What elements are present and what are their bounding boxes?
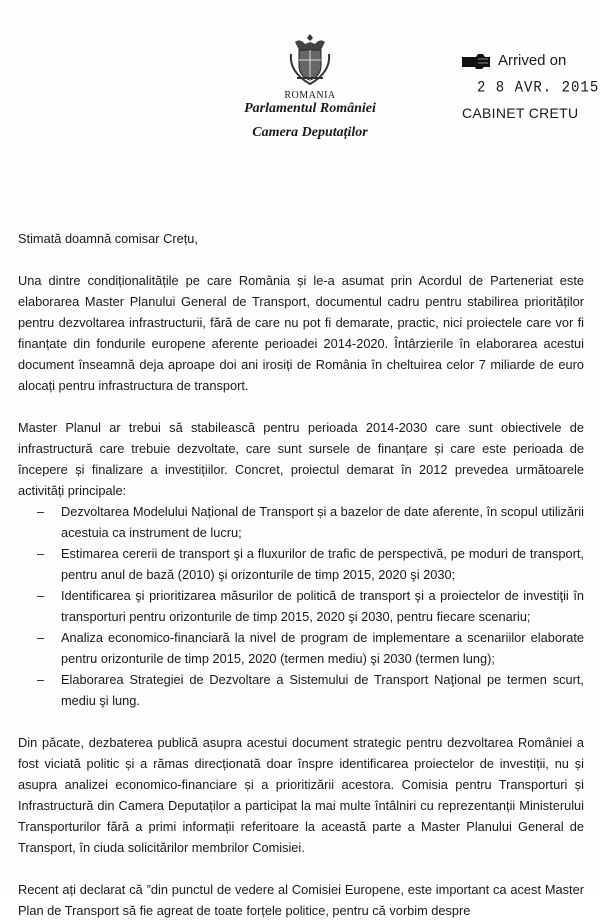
paragraph-1: Una dintre condiționalitățile pe care România și le-a asumat prin Acordul de Parteneriat este elaborarea Master Planului General de Transport, documentul cadru pentru stabilirea priorităților pentru dezvoltarea infrastructurii, fără de care nu pot fi demarate, practic, nici proiectele care vor fi finanțate din fondurile europene aferente perioadei 2014-2020. Întârzierile în elaborarea acestui document înseamnă deja aproape doi ani irosiți de România în cheltuirea celor 7 miliarde de euro alocați pentru infrastructura de transport.: [18, 273, 584, 393]
arrival-stamp: [462, 52, 600, 121]
list-item: – Elaborarea Strategiei de Dezvoltare a Sistemului de Transport Naţional pe termen scurt, mediu şi lung.: [18, 669, 584, 711]
pointing-hand-icon: [462, 53, 492, 69]
arrived-label: Arrived on: [498, 52, 567, 69]
list-item: – Analiza economico-financiară la nivel de program de implementare a scenariilor elaborate pentru orizonturile de timp 2015, 2020 (termen mediu) şi 2030 (termen lung);: [18, 627, 584, 669]
arrival-date: 2 8 AVR. 2015: [477, 79, 600, 97]
paragraph-4: Recent ați declarat că ”din punctul de vedere al Comisiei Europene, este important ca acest Master Plan de Transport să fie agreat de toate forțele politice, pentru că vorbim despre: [18, 882, 584, 918]
list-item: – Identificarea şi prioritizarea măsurilor de politică de transport şi a proiectelor de investiţii în transporturi pentru orizonturile de timp 2015, 2020 şi 2030, pentru fiecare scenariu;: [18, 585, 584, 627]
activities-list: [18, 501, 584, 711]
paragraph-3: Din păcate, dezbaterea publică asupra acestui document strategic pentru dezvoltarea României a fost viciată politic și a rămas direcționată doar înspre identificarea proiectelor de investiții, nu și asupra analizei economico-financiare și a prioritizării acestora. Comisia pentru Transporturi și Infrastructură din Camera Deputaților a participat la mai multe întâlniri cu reprezentanții Ministerului Transporturilor fără a primi informații referitoare la această parte a Master Planului General de Transport, în ciuda solicitărilor membrilor Comisiei.: [18, 735, 584, 855]
institution-name: Parlamentul României: [244, 101, 376, 116]
romanian-coat-of-arms-icon: [285, 30, 335, 90]
paragraph-2: Master Planul ar trebui să stabilească pentru perioada 2014-2030 care sunt obiectivele de infrastructură care trebuie dezvoltate, care sunt sursele de finanțare și care este perioada de începere și finalizare a investițiilor. Concret, proiectul demarat în 2012 prevedea următoarele activități principale:: [18, 420, 584, 498]
list-item: – Dezvoltarea Modelului Național de Transport și a bazelor de date aferente, în scopul utilizării acestuia ca instrument de lucru;: [18, 501, 584, 543]
salutation: Stimată doamnă comisar Crețu,: [18, 231, 198, 246]
letterhead: [230, 30, 390, 141]
chamber-name: Camera Deputaților: [252, 125, 368, 140]
list-item: – Estimarea cererii de transport şi a fluxurilor de trafic de perspectivă, pe moduri de transport, pentru anul de bază (2010) şi orizonturile de timp 2015, 2020 şi 2030;: [18, 543, 584, 585]
cabinet-name: CABINET CRETU: [462, 105, 579, 121]
letter-body: [18, 228, 584, 921]
country-name: ROMANIA: [284, 90, 336, 101]
